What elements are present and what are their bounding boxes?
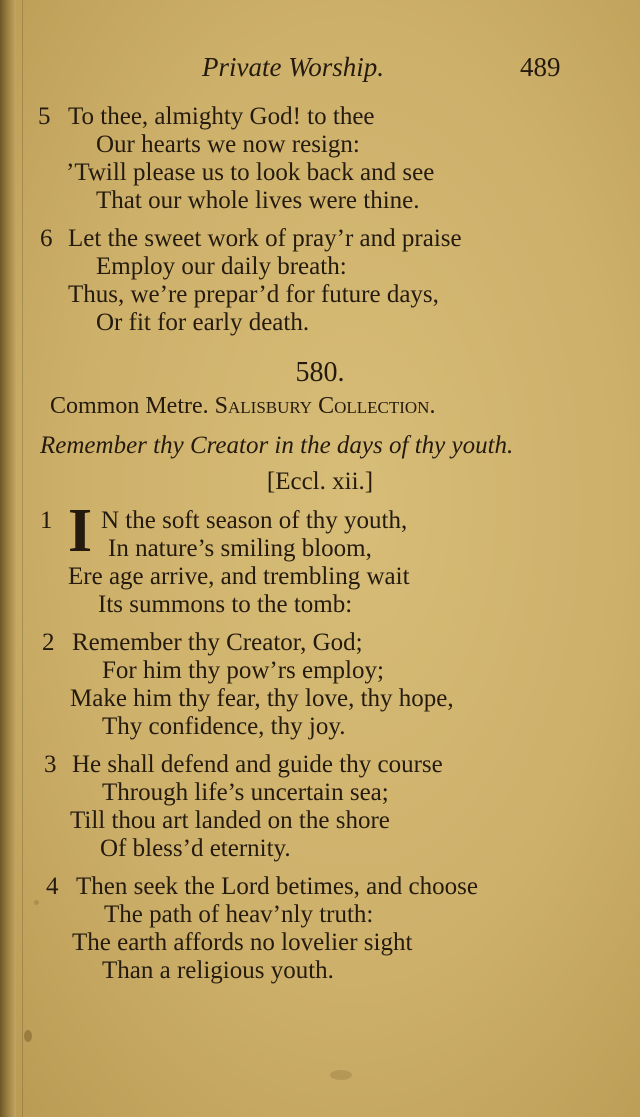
verse-line: Till thou art landed on the shore [70, 807, 390, 834]
hymn-metre-line [50, 393, 435, 420]
verse-line: He shall defend and guide thy course [72, 751, 443, 778]
running-title: Private Worship. [202, 52, 384, 82]
verse-line: Remember thy Creator, God; [72, 629, 363, 656]
verse-line: That our whole lives were thine. [96, 187, 420, 214]
verse-line: The earth affords no lovelier sight [72, 929, 413, 956]
scripture-reference: [Eccl. xii.] [266, 468, 374, 495]
verse-number: 5 [38, 103, 51, 130]
ink-spot [34, 900, 39, 905]
verse-number: 4 [46, 873, 59, 900]
verse-number: 2 [42, 629, 55, 656]
verse-line: Thus, we’re prepar’d for future days, [68, 281, 439, 308]
margin-line [22, 0, 23, 1117]
page-number: 489 [520, 52, 561, 82]
verse-number: 3 [44, 751, 57, 778]
verse-line: Or fit for early death. [96, 309, 310, 336]
page-header [0, 52, 640, 88]
collection-label: Salisbury Collection. [214, 393, 436, 419]
ink-spot [24, 1030, 32, 1042]
ink-spot [330, 1070, 352, 1080]
verse-line: Its summons to the tomb: [98, 591, 353, 618]
page-gutter-edge [0, 0, 16, 1117]
verse-line: N the soft season of thy youth, [101, 507, 408, 534]
metre-label: Common Metre. [50, 393, 209, 419]
verse-line: Let the sweet work of pray’r and praise [68, 225, 462, 252]
verse-line: Through life’s uncertain sea; [102, 779, 389, 806]
verse-line: ’Twill please us to look back and see [66, 159, 435, 186]
verse-line: Employ our daily breath: [96, 253, 347, 280]
verse-line: To thee, almighty God! to thee [68, 103, 375, 130]
verse-line: Ere age arrive, and trembling wait [68, 563, 410, 590]
verse-line: The path of heav’nly truth: [104, 901, 374, 928]
verse-line: Make him thy fear, thy love, thy hope, [70, 685, 454, 712]
verse-line: Then seek the Lord betimes, and choose [76, 873, 478, 900]
verse-line: Than a religious youth. [102, 957, 334, 984]
hymn-number: 580. [295, 357, 345, 388]
verse-line: In nature’s smiling bloom, [108, 535, 372, 562]
verse-line: Of bless’d eternity. [100, 835, 291, 862]
hymn-theme: Remember thy Creator in the days of thy youth. [40, 432, 514, 459]
drop-cap: I [68, 497, 93, 565]
verse-line: Thy confidence, thy joy. [102, 713, 346, 740]
verse-number: 6 [40, 225, 53, 252]
verse-number: 1 [40, 507, 53, 534]
verse-line: For him thy pow’rs employ; [102, 657, 384, 684]
verse-line: Our hearts we now resign: [96, 131, 360, 158]
